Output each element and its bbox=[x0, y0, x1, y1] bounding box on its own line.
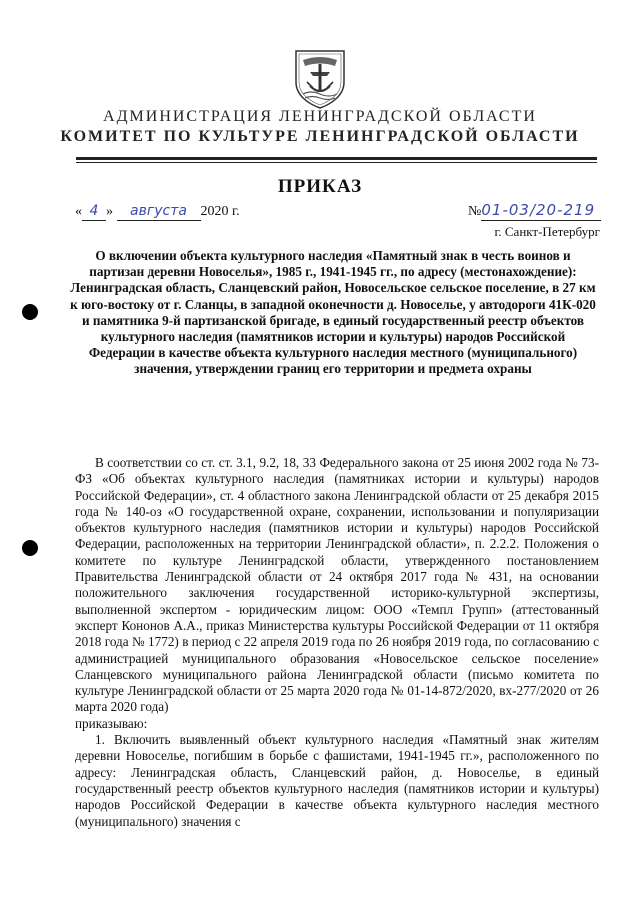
document-date bbox=[75, 203, 240, 221]
header-divider-thick bbox=[76, 157, 597, 160]
document-body bbox=[75, 455, 599, 830]
date-year: 2020 г. bbox=[200, 204, 240, 219]
document-number bbox=[468, 201, 601, 221]
header-divider-thin bbox=[76, 162, 597, 163]
number-value: 01-03/20-219 bbox=[481, 201, 596, 219]
date-open-quote: « bbox=[75, 204, 82, 219]
document-city: г. Санкт-Петербург bbox=[494, 224, 600, 239]
order-word: приказываю: bbox=[75, 715, 148, 731]
punch-hole-top bbox=[22, 304, 38, 320]
document-type: ПРИКАЗ bbox=[277, 176, 363, 197]
preamble-paragraph: В соответствии со ст. ст. 3.1, 9.2, 18, 33 Федерального закона от 25 июня 2002 года № 73-ФЗ «Об объектах культурного наследия (памятниках истории и культуры) народов Российской Федерации», ст. 4 областного закона Ленинградской области от 25 декабря 2015 года № 140-оз «О государственной охране, сохранении, использовании и популяризации объектов культурного наследия (памятников истории и культуры) народов Российской Федерации, расположенных на территории Ленинградской области», п. 2.2.2. Положения о комитете по культуре Ленинградской области, утвержденного постановлением Правительства Ленинградской области от 24 октября 2017 года № 431, на основании положительного заключения государственной историко-культурной экспертизы, выполненной экспертом - юридическим лицом: ООО «Темпл Групп» (аттестованный эксперт Кононов А.А., приказ Министерства культуры Российской Федерации от 11 октября 2018 года № 1772) в период с 22 апреля 2019 года по 26 ноября 2019 года, по согласованию с администрацией муниципального образования «Новосельское сельское поселение» Сланцевского муниципального района Ленинградской области (письмо комитета по культуре Ленинградской области от 25 марта 2020 года № 01-14-872/2020, вх-277/2020 от 26 марта 2020 года) bbox=[75, 455, 599, 715]
date-day: 4 bbox=[89, 203, 99, 219]
coat-of-arms-icon bbox=[293, 48, 347, 110]
document-heading: О включении объекта культурного наследия «Памятный знак в честь воинов и партизан деревни Новоселья», 1985 г., 1941-1945 гг., по адресу (местонахождение): Ленинградская область, Сланцевский район, Новосельское сельское поселение, в 27 км к юго-востоку от г. Сланцы, в западной оконечности д. Новоселье, у автодороги 41К-020 и памятника 9-й партизанской бригаде, в единый государственный реестр объектов культурного наследия (памятников истории и культуры) народов Российской Федерации в качестве объекта культурного наследия местного (муниципального) значения, утверждении границ его территории и предмета охраны bbox=[70, 248, 596, 377]
punch-hole-bottom bbox=[22, 540, 38, 556]
date-close-quote: » bbox=[106, 204, 113, 219]
order-item-1: 1. Включить выявленный объект культурного наследия «Памятный знак жителям деревни Новоселье, погибшим в борьбе с фашистами, 1941-1945 гг.», расположенного по адресу: Ленинградская область, Сланцевский район, д. Новоселье, в единый государственный реестр объектов культурного наследия (памятников истории и культуры) народов Российской Федерации в качестве объекта культурного наследия местного (муниципального) значения с bbox=[75, 732, 599, 829]
organization-name: АДМИНИСТРАЦИЯ ЛЕНИНГРАДСКОЙ ОБЛАСТИ bbox=[103, 108, 537, 125]
date-month: августа bbox=[130, 203, 187, 219]
number-sign: № bbox=[468, 204, 482, 219]
committee-name: КОМИТЕТ ПО КУЛЬТУРЕ ЛЕНИНГРАДСКОЙ ОБЛАСТИ bbox=[60, 128, 580, 145]
